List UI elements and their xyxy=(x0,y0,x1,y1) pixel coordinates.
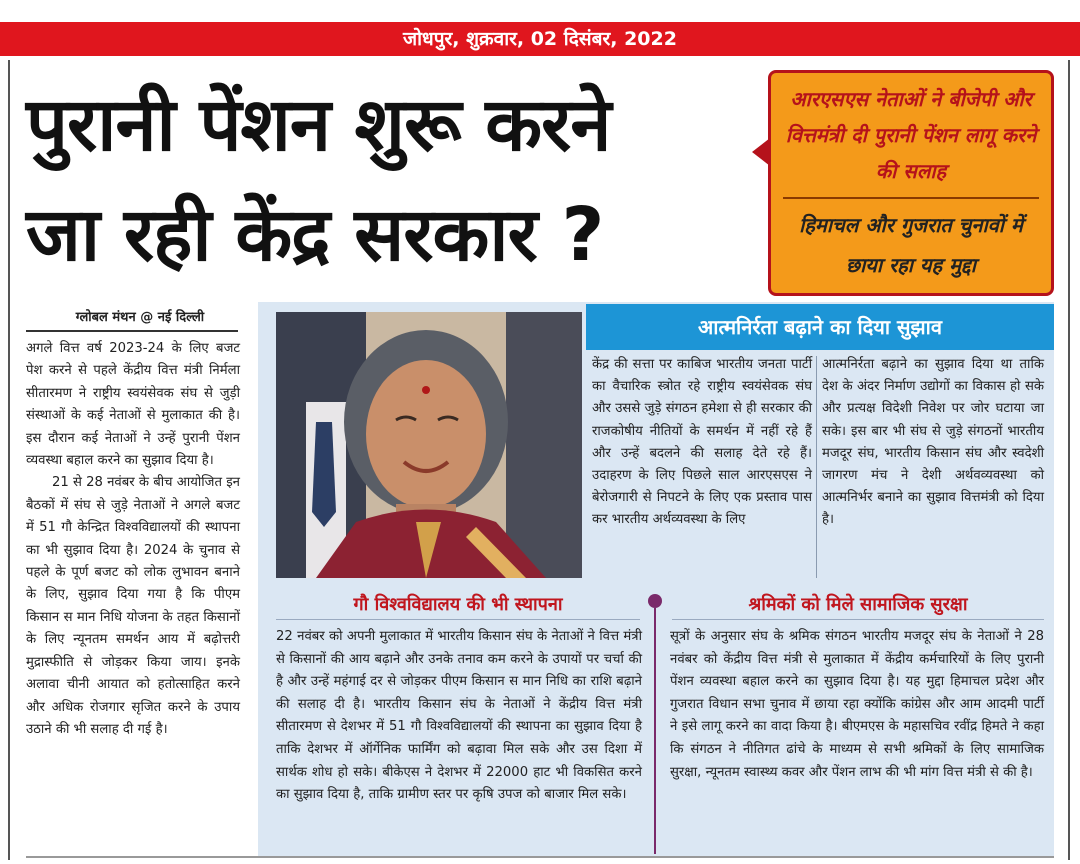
divider-line xyxy=(654,608,656,854)
column-divider xyxy=(816,356,817,578)
callout-box xyxy=(768,70,1054,296)
left-para-2: 21 से 28 नवंबर के बीच आयोजित इन बैठकों में संघ से जुड़े नेताओं ने अगले बजट में 51 गौ केन्द्रित विश्वविद्यालयों की स्थापना का भी सुझाव दिया है। 2024 के चुनाव से पहले के पूर्ण बजट को लोक लुभावन बनाने के लिए, सुझाव दिया गया है कि पीएम किसान स मान निधि योजना के तहत किसानों के लिए न्यूनतम समर्थन आय में बढ़ोत्तरी मुद्रास्फीति से जोड़कर किया जाय। इनके अलावा चीनी आयात को हतोत्साहित करने और अधिक रोजगार सृजित करने के उपाय उठाने की भी सलाह दी गई है। xyxy=(26,475,240,737)
callout-text-2: हिमाचल और गुजरात चुनावों में छाया रहा यह मुद्दा xyxy=(799,213,1023,277)
subheading-rule-1 xyxy=(276,619,640,620)
section1-col-1: केंद्र की सत्ता पर काबिज भारतीय जनता पार्टी का वैचारिक स्त्रोत रहे राष्ट्रीय स्वयंसेवक संघ और उससे जुड़े संगठन हमेशा से ही सरकार की राजकोषीय नीतियों के समर्थन में नहीं रहे हैं और उन्हें बदलने की सलाह देते रहे हैं। उदाहरण के लिए पिछले साल आरएसएस ने बेरोजगारी से निपटने के लिए एक प्रस्ताव पास कर भारतीय अर्थव्यवस्था के लिए xyxy=(592,357,812,528)
callout-divider xyxy=(783,197,1039,199)
headline xyxy=(26,70,746,290)
section1-col-2: आत्मनिर्रता बढ़ाने का सुझाव दिया था ताकि देश के अंदर निर्माण उद्योगों का विकास हो सके और प्रत्यक्ष विदेशी निवेश पर जोर घटाया जा सके। इस बार भी संघ से जुड़े संगठनों भारतीय मजदूर संघ, भारतीय किसान संघ और स्वदेशी जागरण मंच ने देशी अर्थवव्यवस्था को आत्मनिर्भर बनाने का सुझाव वित्तमंत्री को दिया है। xyxy=(822,357,1044,528)
section-header-aatmanirbharta xyxy=(586,304,1054,350)
section2-text: 22 नवंबर को अपनी मुलाकात में भारतीय किसान संघ के नेताओं ने वित्त मंत्री से किसानों की आय बढ़ाने और उनके तनाव कम करने के उपायों पर चर्चा की है और उन्हें महंगाई दर से जोड़कर पीएम किसान स मान निधि का राशि बढ़ाने की सलाह दी है। भारतीय किसान संघ के नेताओं ने केंद्रीय वित्त मंत्री सीतारमण से देशभर में 51 गौ विश्वविद्यालयों की स्थापना का सुझाव दिया है ताकि देशभर में ऑर्गेनिक फार्मिंग को बढ़ावा मिल सके और उस दिशा में सार्थक शोध हो सके। बीकेएस ने देशभर में 22000 हाट भी विकसित करने का सुझाव दिया है, ताकि ग्रामीण स्तर पर कृषि उपज को बाजार मिल सके। xyxy=(276,629,642,803)
left-column xyxy=(26,338,240,741)
divider-dot xyxy=(648,594,662,608)
finance-minister-photo xyxy=(276,312,582,578)
subheading-gau-university: गौ विश्वविद्यालय की भी स्थापना xyxy=(353,594,563,615)
dateline: जोधपुर, शुक्रवार, 02 दिसंबर, 2022 xyxy=(403,28,677,50)
photo-illustration xyxy=(276,312,582,578)
bottom-rule xyxy=(26,856,1054,858)
subheading-rule-2 xyxy=(672,619,1044,620)
section3-text: सूत्रों के अनुसार संघ के श्रमिक संगठन भारतीय मजदूर संघ के नेताओं ने 28 नवंबर को केंद्रीय वित्त मंत्री से मुलाकात में केंद्रीय कर्मचारियों के लिए पुरानी पेंशन व्यवस्था बहाल करने का सुझाव दिया है। यह मुद्दा हिमाचल प्रदेश और गुजरात विधान सभा चुनाव में छाया रहा क्योंकि कांग्रेस और आम आदमी पार्टी ने इसे लागू करने का वादा किया है। बीएमएस के महासचिव रवींद्र हिमते ने कहा कि संगठन ने नीतिगत ढांचे के माध्यम से सभी श्रमिकों के लिए सामाजिक सुरक्षा, न्यूनतम स्वास्थ्य कवर और पेंशन लाभ की भी मांग वित्त मंत्री से की है। xyxy=(670,629,1044,780)
headline-line-1: पुरानी पेंशन शुरू करने xyxy=(26,82,611,168)
page-left-border xyxy=(8,60,10,860)
subheading-shramik-suraksha: श्रमिकों को मिले सामाजिक सुरक्षा xyxy=(748,594,968,615)
headline-line-2: जा रही केंद्र सरकार ? xyxy=(26,192,604,278)
left-para-1: अगले वित्त वर्ष 2023-24 के लिए बजट पेश करने से पहले केंद्रीय वित्त मंत्री निर्मला सीतारमण ने राष्ट्रीय स्वयंसेवक संघ से जुड़ी संस्थाओं के कई नेताओं से मुलाकात की है। इस दौरान कई नेताओं ने उन्हें पुरानी पेंशन व्यवस्था बहाल करने का सुझाव दिया है। xyxy=(26,341,240,469)
page-right-border xyxy=(1068,60,1070,860)
callout-text-1: आरएसएस नेताओं ने बीजेपी और वित्तमंत्री दी पुरानी पेंशन लागू करने की सलाह xyxy=(785,87,1037,183)
byline-rule xyxy=(26,330,238,332)
byline: ग्लोबल मंथन @ नई दिल्ली xyxy=(75,310,205,325)
section-heading-1: आत्मनिर्रता बढ़ाने का दिया सुझाव xyxy=(698,315,942,339)
